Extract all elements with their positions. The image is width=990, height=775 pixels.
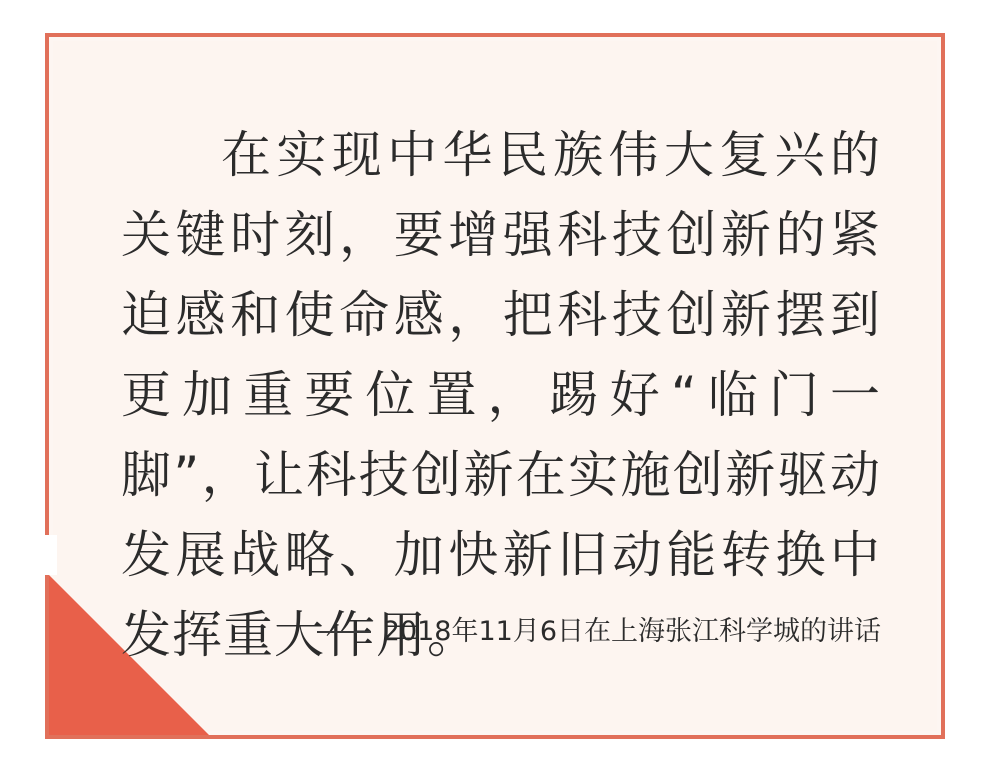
em-dash-rule [317,631,371,633]
quote-card [45,33,945,739]
quote-body [121,115,881,675]
corner-notch-decoration [43,535,57,575]
attribution-source: 2018年11月6日在上海张江科学城的讲话 [382,616,881,647]
attribution [121,615,881,649]
quote-text: 在实现中华民族伟大复兴的关键时刻，要增强科技创新的紧迫感和使命感，把科技创新摆到更加重要位置，踢好“临门一脚”，让科技创新在实施创新驱动发展战略、加快新旧动能转换中发挥重大作用。 [121,126,881,664]
